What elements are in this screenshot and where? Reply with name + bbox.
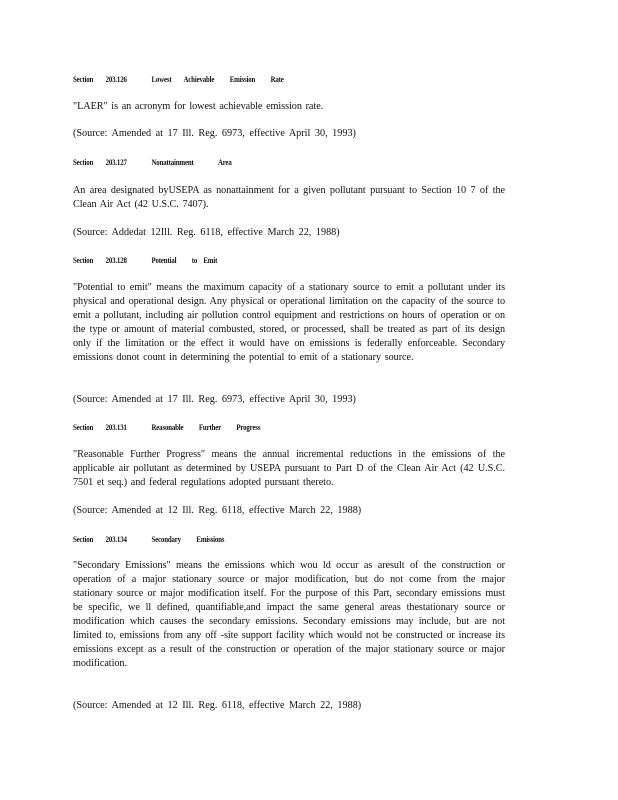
definition-laer: "LAER" is an acronym for lowest achievable emission rate.: [73, 101, 324, 112]
definition-secondary-emissions: "Secondary Emissions" means the emissions which wou ld occur as aresult of the construction or operation of a major stationary source or major modification, but do not come from the major stationary source or major modification itself. For the purpose of this Part, secondary emissions must be specific, we ll defined, quantifiable,and impact the same general areas thestationary source or modification which causes the secondary emissions. Secondary emissions may include, but are not limited to, emissions from any off -site support facility which would not be constructed or increase its emissions except as a result of the construction or operation of the major stationary source or major modification.: [73, 560, 505, 669]
definition-reasonable-further-progress: "Reasonable Further Progress" means the annual incremental reductions in the emissions of the applicable air pollutant as determined by USEPA pursuant to Part D of the Clean Air Act (42 U.S.C. 7501 et seq.) and federal regulations adopted pursuant thereto.: [73, 449, 505, 488]
section-heading-203-127: Section 203.127 Nonattainment Area: [73, 158, 232, 167]
source-note-203-127: (Source: Addedat 12Ill. Reg. 6118, effective March 22, 1988): [73, 227, 340, 238]
section-heading-203-128: Section 203.128 Potential to Emit: [73, 256, 218, 265]
source-note-203-134: (Source: Amended at 12 Ill. Reg. 6118, effective March 22, 1988): [73, 700, 362, 711]
definition-nonattainment-area: An area designated byUSEPA as nonattainment for a given pollutant pursuant to Section 10 7 of the Clean Air Act (42 U.S.C. 7407).: [73, 185, 505, 210]
definition-potential-to-emit: "Potential to emit" means the maximum capacity of a stationary source to emit a pollutant under its physical and operational design. Any physical or operational limitation on the capacity of the source to emit a pollutant, including air pollution control equipment and restrictions on hours of operation or on the type or amount of material combusted, stored, or processed, shall be treated as part of its design only if the limitation or the effect it would have on emissions is federally enforceable. Secondary emissions donot count in determining the potential to emit of a stationary source.: [73, 282, 505, 363]
source-note-203-131: (Source: Amended at 12 Ill. Reg. 6118, effective March 22, 1988): [73, 505, 362, 516]
section-heading-203-134: Section 203.134 Secondary Emissions: [73, 535, 225, 544]
section-heading-203-131: Section 203.131 Reasonable Further Progress: [73, 423, 261, 432]
section-heading-203-126: Section 203.126 Lowest Achievable Emission Rate: [73, 75, 284, 84]
source-note-203-128: (Source: Amended at 17 Ill. Reg. 6973, effective April 30, 1993): [73, 394, 356, 405]
source-note-203-126: (Source: Amended at 17 Ill. Reg. 6973, effective April 30, 1993): [73, 128, 356, 139]
